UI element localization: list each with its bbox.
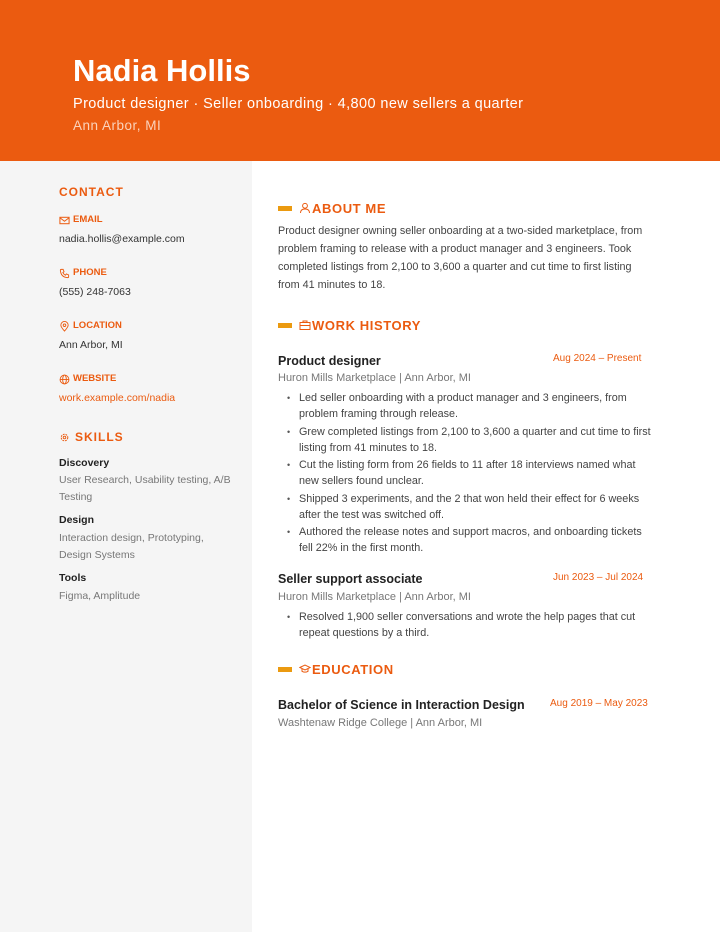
list-item: • Authored the release notes and support macros, and onboarding tickets fell 22% in the first month.	[287, 524, 652, 556]
job-organization: Huron Mills Marketplace | Ann Arbor, MI	[278, 591, 471, 603]
job-organization: Huron Mills Marketplace | Ann Arbor, MI	[278, 372, 471, 384]
degree-title: Bachelor of Science in Interaction Design	[278, 698, 525, 712]
education-heading-text: EDUCATION	[312, 661, 394, 677]
list-item: • Shipped 3 experiments, and the 2 that won held their effect for 6 weeks after the test was switched off.	[287, 491, 652, 523]
job-dates: Aug 2024 – Present	[553, 353, 642, 364]
skill-group-name: Design	[59, 514, 95, 526]
job-bullets	[287, 609, 652, 643]
about-heading	[278, 200, 386, 216]
skill-group-name: Tools	[59, 572, 87, 584]
section-accent-bar	[278, 206, 292, 211]
section-accent-bar	[278, 667, 292, 672]
headline-tagline: Product designer · Seller onboarding · 4,800 new sellers a quarter	[73, 96, 524, 112]
skill-group-items: User Research, Usability testing, A/B Testing	[59, 474, 231, 503]
email-label	[59, 214, 103, 226]
education-dates: Aug 2019 – May 2023	[550, 698, 648, 709]
about-text: Product designer owning seller onboarding at a two-sided marketplace, from problem framing to release with a product manager and 3 engineers. Took completed listings from 2,100 to 3,600 a quarter and cut time to first listing from 41 minutes to 18.	[278, 225, 643, 291]
phone-label-text: PHONE	[73, 267, 107, 278]
list-item: • Cut the listing form from 26 fields to 11 after 18 interviews named what new sellers found unclear.	[287, 457, 652, 489]
location-label	[59, 320, 122, 332]
job-title: Product designer	[278, 354, 381, 368]
skills-heading-text: SKILLS	[75, 430, 124, 444]
job-bullets	[287, 390, 652, 558]
phone-icon	[59, 268, 70, 279]
email-value[interactable]: nadia.hollis@example.com	[59, 233, 185, 245]
phone-value[interactable]: (555) 248-7063	[59, 286, 131, 298]
resume-header	[0, 0, 720, 161]
skill-group-items: Figma, Amplitude	[59, 590, 141, 602]
phone-label	[59, 267, 107, 279]
location-value: Ann Arbor, MI	[59, 339, 123, 351]
about-heading-text: ABOUT ME	[312, 200, 387, 216]
user-icon	[299, 202, 311, 214]
list-item: • Led seller onboarding with a product manager and 3 engineers, from problem framing through release.	[287, 390, 652, 422]
list-item: • Resolved 1,900 seller conversations and wrote the help pages that cut repeat questions by a third.	[287, 609, 652, 641]
briefcase-icon	[299, 319, 311, 331]
skill-group-name: Discovery	[59, 457, 110, 469]
work-heading-text: WORK HISTORY	[312, 317, 422, 333]
website-label	[59, 373, 116, 385]
candidate-name: Nadia Hollis	[73, 53, 251, 88]
section-accent-bar	[278, 323, 292, 328]
list-item: • Grew completed listings from 2,100 to 3,600 a quarter and cut time to first listing from 41 minutes to 18.	[287, 424, 652, 456]
mail-icon	[59, 215, 70, 226]
location-label-text: LOCATION	[73, 320, 122, 331]
globe-icon	[59, 374, 70, 385]
work-heading	[278, 317, 421, 333]
school-name: Washtenaw Ridge College | Ann Arbor, MI	[278, 717, 483, 729]
contact-heading: CONTACT	[59, 185, 124, 199]
skills-heading	[59, 430, 124, 444]
education-heading	[278, 661, 394, 677]
skill-group-items: Interaction design, Prototyping, Design Systems	[59, 532, 204, 561]
gear-icon	[59, 432, 70, 443]
map-pin-icon	[59, 321, 70, 332]
header-location: Ann Arbor, MI	[73, 118, 162, 133]
website-label-text: WEBSITE	[73, 373, 117, 384]
email-label-text: EMAIL	[73, 214, 103, 225]
graduation-cap-icon	[299, 663, 311, 675]
job-title: Seller support associate	[278, 572, 423, 586]
job-dates: Jun 2023 – Jul 2024	[553, 572, 644, 583]
website-link[interactable]: work.example.com/nadia	[59, 392, 176, 404]
